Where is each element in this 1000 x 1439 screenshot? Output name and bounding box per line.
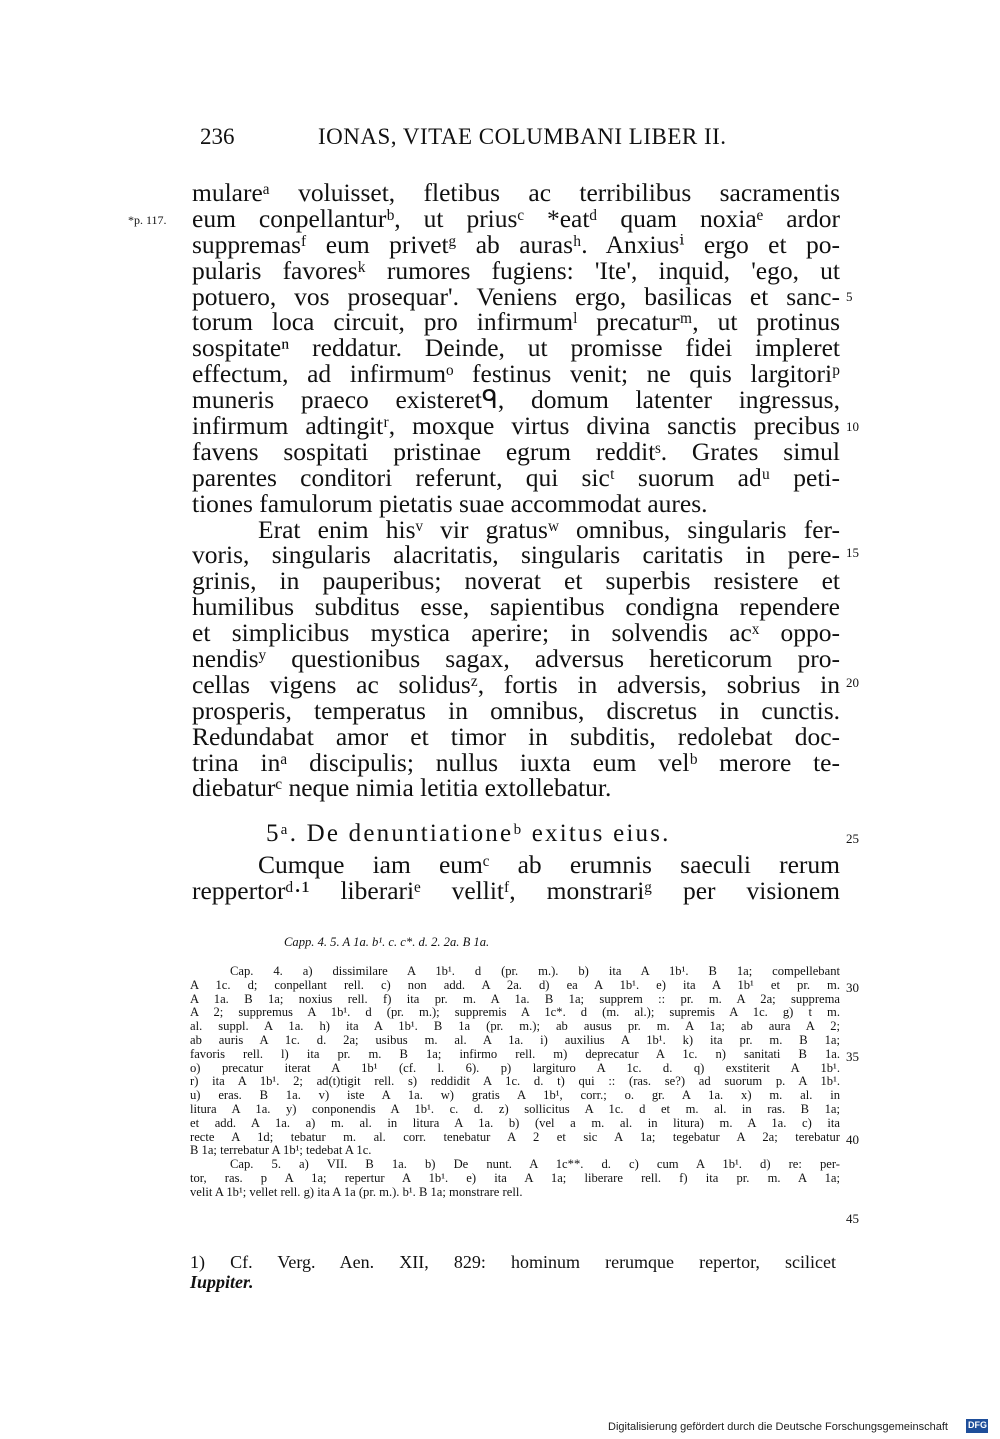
text-line: cellas vigens ac solidusᶻ, fortis in adversis, sobrius in <box>192 669 840 699</box>
text-line: suppremasᶠ eum privetᵍ ab aurasʰ. Anxiusⁱ ergo et po- <box>192 229 840 259</box>
text-line: voris, singularis alacritatis, singularis caritatis in pere- <box>192 540 840 570</box>
text-line: tiones famulorum pietatis suae accommodat aures. <box>192 488 708 518</box>
text-line: sospitateⁿ reddatur. Deinde, ut promisse fidei impleret <box>192 333 840 363</box>
text-line: grinis, in pauperibus; noverat et superbis resistere et <box>192 566 840 596</box>
line-number: 5 <box>846 289 853 304</box>
footnote-line: A 1c. d; conpellant rell. c) non add. A 2a. d) ea A 1b¹. e) ita A 1b¹ et pr. m. <box>190 977 840 992</box>
footnote-line: velit A 1b¹; vellet rell. g) ita A 1a (pr. m.). b¹. B 1a; monstrare rell. <box>190 1184 523 1199</box>
text-line: et simplicibus mystica aperire; in solvendis acˣ oppo- <box>192 618 840 648</box>
footnote-line: u) eras. B 1a. v) iste A 1a. w) gratis A 1b¹, corr.; o. gr. A 1a. x) m. al. in <box>190 1088 840 1103</box>
chapter-text <box>192 852 840 904</box>
dfg-logo <box>966 1419 988 1433</box>
footnote-line: A 1a. B 1a; noxius rell. f) ita pr. m. A 1a. B 1a; supprem :: pr. m. A 2a; supprema <box>190 991 840 1006</box>
text-line: mulareᵃ voluisset, fletibus ac terribilibus sacramentis <box>192 178 840 207</box>
footnote-line: A 2; suppremus A 1b¹. d (pr. m.); suppremis A 1c*. d (m. al.); supremis A 1c. g) t m. <box>190 1005 840 1020</box>
text-line: effectum, ad infirmumᵒ festinus venit; ne quis largitoriᵖ <box>192 359 840 389</box>
source-note <box>190 1252 836 1292</box>
text-line: humilibus subditus esse, sapientibus condigna rependere <box>192 592 840 622</box>
footnote-line: recte A 1d; tebatur m. al. corr. tenebatur A 2 et sic A 1a; tegebatur A 2a; terebatur <box>190 1129 840 1144</box>
footnote-line: ab auris A 1c. d. 2a; usibus m. al. A 1a. i) auxilius A 1b¹. k) ita pr. m. B 1a; <box>190 1032 840 1047</box>
text-line: favens sospitati pristinae egrum redditˢ. Grates simul <box>192 436 840 466</box>
sigla-line: Capp. 4. 5. A 1a. b¹. c. c*. d. 2. 2a. B 1a. <box>284 935 490 949</box>
line-number: 40 <box>846 1132 859 1147</box>
source-note-line: Iuppiter. <box>190 1272 254 1292</box>
line-number: 10 <box>846 419 859 434</box>
footnote-line: Cap. 4. a) dissimilare A 1b¹. d (pr. m.). b) ita A 1b¹. B 1a; compellebant <box>230 964 840 978</box>
footnote-line: B 1a; terrebatur A 1b¹; tedebat A 1c. <box>190 1143 372 1158</box>
footnote-line: o) precatur iterat A 1b¹ (cf. l. 6). p) largituro A 1c. d. q) exstiterit A 1b¹. <box>190 1060 840 1075</box>
line-number: 20 <box>846 675 859 690</box>
line-number: 25 <box>846 831 859 846</box>
footnote-line: r) ita A 1b¹. 2; ad(t)tigit rell. s) reddidit A 1c. d. t) qui :: (ras. se?) ad suorum p. A 1b¹. <box>190 1074 840 1089</box>
text-line: trina inᵃ discipulis; nullus iuxta eum velᵇ merore te- <box>192 747 840 777</box>
text-line: Redundabat amor et timor in subditis, redolebat doc- <box>192 721 840 751</box>
text-line: muneris praeco existeretᑫ, domum latenter ingressus, <box>192 385 840 415</box>
line-number: 35 <box>846 1049 859 1064</box>
digitization-credit: Digitalisierung gefördert durch die Deutsche Forschungsgemeinschaft <box>608 1421 948 1433</box>
line-number: 30 <box>846 980 859 995</box>
text-line: torum loca circuit, pro infirmumˡ precaturᵐ, ut protinus <box>192 307 840 337</box>
chapter-heading: 5ᵃ. De denuntiationeᵇ exitus eius. <box>266 820 671 847</box>
line-number: 45 <box>846 1211 859 1226</box>
text-line: parentes conditori referunt, qui sicᵗ suorum adᵘ peti- <box>192 462 840 492</box>
text-line: nendisʸ questionibus sagax, adversus hereticorum pro- <box>192 644 840 674</box>
footnote-line: al. suppl. A 1a. h) ita A 1b¹. B 1a (pr. m.); ab ausus pr. m. A 1a; ab aura A 2; <box>190 1019 840 1034</box>
main-text <box>192 180 840 801</box>
text-line: reppertorᵈ·¹ liberariᵉ vellitᶠ, monstrariᵍ per visionem <box>192 875 840 905</box>
line-number: 15 <box>846 545 859 560</box>
source-note-line: 1) Cf. Verg. Aen. XII, 829: hominum rerumque repertor, scilicet <box>190 1252 836 1272</box>
apparatus-footnotes <box>190 965 840 1200</box>
page-number: 236 <box>200 124 235 149</box>
running-title: IONAS, VITAE COLUMBANI LIBER II. <box>318 124 727 149</box>
text-line: prosperis, temperatus in omnibus, discretus in cunctis. <box>192 695 840 725</box>
dfg-logo-text: DFG <box>968 1420 987 1430</box>
text-line: eum conpellanturᵇ, ut priusᶜ *eatᵈ quam noxiaᵉ ardor <box>192 203 840 233</box>
footnote-line: litura A 1a. y) conponendis A 1b¹. c. d. z) sollicitus A 1c. d et m. al. in ras. B 1a; <box>190 1101 840 1116</box>
footnote-line: favoris rell. l) ita pr. m. B 1a; infirmo rell. m) deprecatur A 1c. n) sanitati B 1a. <box>190 1046 840 1061</box>
text-line: diebaturᶜ neque nimia letitia extollebatur. <box>192 773 612 803</box>
text-line: Cumque iam eumᶜ ab erumnis saeculi rerum <box>258 850 840 879</box>
text-line: potuero, vos prosequar'. Veniens ergo, basilicas et sanc- <box>192 281 840 311</box>
footnote-line: et add. A 1a. a) m. al. in litura A 1a. b) (vel a m. al. in litura) m. A 1a. c) ita <box>190 1115 840 1130</box>
margin-page-reference: *p. 117. <box>128 213 167 227</box>
footnote-line: tor, ras. p A 1a; repertur A 1b¹. e) ita A 1a; liberare rell. f) ita pr. m. A 1a; <box>190 1170 840 1185</box>
text-line: infirmum adtingitʳ, moxque virtus divina sanctis precibus <box>192 411 840 441</box>
text-line: Erat enim hisᵛ vir gratusʷ omnibus, singularis fer- <box>258 514 840 544</box>
text-line: pularis favoresᵏ rumores fugiens: 'Ite', inquid, 'ego, ut <box>192 255 840 285</box>
footnote-line: Cap. 5. a) VII. B 1a. b) De nunt. A 1c**. d. c) cum A 1b¹. d) re: per- <box>230 1157 840 1172</box>
